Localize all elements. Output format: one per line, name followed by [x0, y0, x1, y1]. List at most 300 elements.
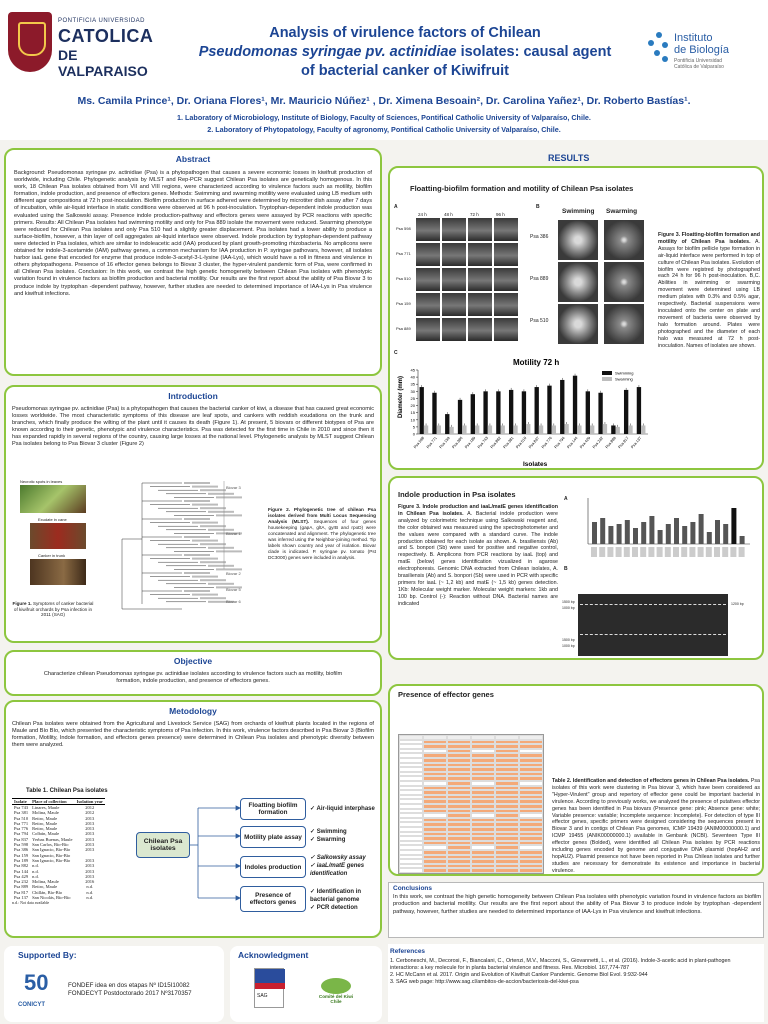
indole-x-tick-label — [739, 547, 745, 557]
y-tick-label: 45 — [410, 367, 415, 373]
figure-1-caption — [12, 601, 94, 618]
panel-c-label: C — [394, 350, 398, 356]
swimming-bar — [458, 400, 462, 434]
table-header-cell: Place of collection — [30, 799, 74, 805]
figure-1 — [20, 479, 86, 597]
logo-line-2: CATOLICA — [58, 26, 154, 46]
indole-bar — [633, 528, 638, 544]
indole-bar — [658, 530, 663, 544]
biofilm-photo — [442, 293, 466, 316]
table-cell: Psa 776 — [14, 826, 29, 832]
table-cell: 2012 — [85, 805, 95, 810]
table-cell: n.d. — [86, 895, 94, 901]
tree-tip-label — [192, 504, 218, 506]
x-tick-label: Psa 889 — [604, 436, 617, 450]
title-line-2 — [170, 43, 640, 62]
indole-bar — [715, 520, 720, 544]
y-axis-label: Diameter (mm) — [398, 375, 404, 418]
gel-electrophoresis — [578, 594, 728, 656]
indole-x-tick-label — [648, 547, 654, 557]
row-label: Psa 889 — [396, 326, 411, 331]
indole-x-tick-label — [599, 547, 605, 557]
legend-label: Swimming — [615, 370, 634, 376]
objective-text: Characterize chilean Pseudomonas syringae pv. actinidiae isolates according to virulence factors such as motility, biofilm formation, indole production, and presence of effectors genes. — [43, 671, 343, 685]
tree-tip-label — [184, 482, 210, 484]
indole-x-tick-label — [706, 547, 712, 557]
swimming-bar — [496, 391, 500, 434]
table-cell: Psa 743 — [14, 805, 29, 810]
check-text: iaaL/matE genes identification — [310, 863, 365, 877]
tree-tip-label — [184, 500, 210, 502]
indole-bar — [699, 514, 704, 544]
y-tick-label: 10 — [410, 417, 415, 423]
poster-title — [170, 24, 640, 81]
abstract-text: Background: Pseudomonas syringae pv. actinidiae (Psa) is a phytopathogen that causes a severe economic losses in kiwifruit production of worldwide, including Chile. Phylogenetic analysis by MLST and Rep-PCR suggest Chilean Psa isolates are genetically homogenous. In this work, 18 Chilean Psa isolates obtained from VII and VIII regions, were characterized according to virulence factors such as motility, biofilm formation, indole production, and presence of effectors genes. Methods: Swimming and swarming motility were evaluated using LB medium with different agar compositions at 72 h post-inoculation. Biofilm production in surface adhered were determined by microtiter dish assay after 7 days of incubation, while air-liquid interface in static conditions were observed at 96 h post-inoculation. Tryptophan-dependent indole production was evaluated using the Salkowski assay. Presence indole production-pathway and effectors genes were assayed by PCR reactions with specific primers. Results: All Chilean Psa isolates had swimming motility and only for Psa 889 isolate the movement were reduced. Swarming phenotype were reduced for Chilean Psa isolates and only Psa 510 had a slightly greater displacement. Psa isolates had a lower ability to produce a surface-biofilm, however, a thin layer of cell aggregates air-liquid interface were observed. Indole production by tryptophan-dependent pathway were detected in Psa isolates, which are similar to indoleacetic acid (IAA) produced by plant growth-promoting rhizobacteria. No amplicons were obtained for indole-3-acetamide (IAM) pathway genes, a common mechanism for IAA production in P. syringae pathovars, however, all isolates harbor iaaL gene that encoded for enzyme that produce indole-3-acetyl-3-L-lysine (IAA-Lys), which would have a roll in fitness and virulence in others phytopathogens. Presence of 16 effector genes belongs to Biovar 3 cluster, the hyper-virulent pandemic form of Psa, were confirmed in all Chilean Psa isolates. Conclusion: In this work, we contrast the high genetic homogeneity between Chilean Psa isolates with phenotypic variation found in virulence factors as biofilm production and bacterial motility. Our results are the first report about the ability of Psa Biovar 3 to produce indole by tryptophan -dependent pathway, however, further studies are needed to determined importance of IAA-Lys in Psa virulence and kiwifruit infections. — [14, 170, 372, 297]
methodology-panel — [4, 700, 382, 938]
abstract-panel — [4, 148, 382, 376]
indole-bar — [608, 526, 613, 544]
table-cell: Psa 232 — [14, 879, 29, 885]
tree-tip-label — [184, 590, 210, 592]
tree-tip-label — [208, 565, 234, 567]
kiwi-committee-logo — [304, 978, 368, 1012]
supported-panel — [4, 946, 224, 1022]
gel-label-4: 1000 bp — [562, 644, 575, 648]
indole-panel-a-label: A — [564, 496, 568, 502]
check-text: Air-liquid interphase — [316, 806, 375, 812]
x-tick-label: Psa 159 — [438, 436, 451, 450]
y-tick-label: 40 — [410, 374, 415, 380]
check-motility: ✓ Swimming ✓ Swarming — [310, 829, 347, 843]
institute-name-1: Instituto — [674, 32, 713, 44]
legend-label: Swarming — [615, 376, 633, 382]
isolates-table — [12, 798, 105, 900]
indole-x-tick-label — [616, 547, 622, 557]
table-cell: Psa 837 — [14, 836, 29, 842]
biofilm-photo — [468, 318, 492, 341]
swarming-bar — [603, 424, 607, 434]
x-tick-label: Psa 882 — [489, 436, 502, 450]
tree-tip-label — [200, 489, 226, 491]
table-1 — [12, 798, 105, 905]
affiliation-1: 1. Laboratory of Microbiology, Institute of Biology, Faculty of Sciences, Pontifical Catholic University of Valparaíso, Chile. — [177, 113, 591, 122]
motility-plate-photo — [604, 262, 644, 302]
phylogenetic-tree — [102, 479, 262, 619]
tree-biovar-1: Biovar 1 — [226, 531, 241, 536]
tree-tip-label — [192, 594, 218, 596]
table-cell: Psa 889 — [14, 884, 29, 890]
x-tick-label: Psa 598 — [413, 436, 426, 450]
table-cell: Retiro, Maule — [32, 826, 58, 832]
biofilm-photo — [494, 243, 518, 266]
table-cell: 2013 — [85, 863, 95, 869]
table-cell: 2013 — [85, 868, 95, 874]
x-tick-label: Psa 137 — [630, 436, 643, 450]
fig1-caption-bold: Figure 1. — [12, 601, 32, 606]
acknowledgment-panel — [230, 946, 382, 1022]
tree-tip-label — [192, 558, 218, 560]
institute-sub-1: Pontificia Universidad — [674, 58, 723, 64]
motility-plate-grid — [530, 220, 654, 350]
gel-label-2: 1000 bp — [562, 606, 575, 610]
logo-line-3: DE VALPARAISO — [58, 47, 148, 79]
fig1-label-3: Canker in trunk — [38, 553, 66, 558]
tree-biovar-6: Biovar 6 — [226, 599, 241, 604]
x-tick-label: Psa 771 — [425, 436, 438, 450]
indole-title: Indole production in Psa isolates — [398, 490, 516, 499]
fig4-caption-text: A. Bacterial indole production were analyzed by colorimetric technique using Salkowski reagent and, the color obtained was measured using the spectrophotometer and the values were compared with a standard curve. The indole production obtained for each isolate as shown. A. brasiliensis (Ab) and S. bonpori (Sb) were used for positive and negative control, respectively. B. Amplicons from PCR reactions by iaaL (top) and matE (below) genes identification vizualized in agarose electrophoresis. Genomic DNA extracted from Chilean isolates, A. brasiliensis (Ab) and S. bonpori (Sb) were used in PCR with specific primers for iaaL (~ 1,2 kb) and matE (~ 1,5 kb) genes detection. 1Kb: Molecular weight marker. Molecular weight markers: 1kb and 100 bp. Control (-): Reaction without DNA. Bacterial names are indicated — [398, 510, 558, 607]
swimming-bar — [573, 376, 577, 434]
check-text: Swarming — [316, 837, 346, 843]
swarming-bar — [488, 425, 492, 434]
affiliations — [0, 112, 768, 136]
table-cell: San Carlos, Bío-Bío — [32, 842, 69, 848]
tree-tip-label — [192, 522, 218, 524]
indole-bar — [641, 522, 646, 544]
biofilm-photo — [416, 293, 440, 316]
tree-tip-label — [216, 550, 242, 552]
table-cell: 2013 — [85, 873, 95, 879]
indole-x-tick-label — [632, 547, 638, 557]
indole-bar — [707, 532, 712, 544]
references-title: References — [390, 948, 426, 955]
biofilm-photo — [468, 218, 492, 241]
title-rest: isolates: causal agent — [456, 44, 612, 60]
table-cell: n.d. — [32, 868, 39, 874]
indole-x-tick-label — [591, 547, 597, 557]
tree-tip-label — [192, 540, 218, 542]
swimming-bar — [611, 425, 615, 434]
biofilm-photo — [494, 268, 518, 291]
logo-line-1: PONTIFICIA UNIVERSIDAD — [58, 18, 146, 24]
title-italic: Pseudomonas syringae pv. actinidiae — [198, 44, 457, 60]
effector-cell — [471, 868, 495, 873]
tree-tip-label — [200, 561, 226, 563]
gel-label-5: 1200 bp — [731, 602, 744, 606]
objective-panel — [4, 650, 382, 696]
table-cell: Retiro, Maule — [32, 820, 58, 826]
reference-item: 3. SAG web page: http://www.sag.cl/ambitos-de-accion/bacteriosis-del-kiwi-psa — [390, 979, 579, 985]
swimming-bar — [432, 393, 436, 434]
y-tick-label: 25 — [410, 395, 415, 401]
table-cell: Psa 817 — [14, 889, 29, 895]
time-label: 48 h — [444, 212, 453, 217]
table-cell: San Ignacio, Bío-Bío — [32, 857, 71, 863]
x-tick-label: Psa 232 — [592, 436, 605, 450]
row-label: Psa 159 — [396, 301, 411, 306]
kiwi-fruit-icon — [321, 978, 351, 994]
results-title: RESULTS — [548, 153, 590, 163]
leaf-spots-photo — [20, 485, 86, 513]
table-cell: 2013 — [85, 826, 95, 832]
table-note: n.d.: Not data available — [12, 900, 50, 906]
methodology-text: Chilean Psa isolates were obtained from the Agricultural and Livestock Service (SAG) from orchards of kiwifruit plants located in the regions of Maule and Bío Bío, which presented the characteristic symptoms of Psa infection. In this work, virulence factors described in Psa Biovar 3 (Biofilm formation, Motility, Indole formation, and effectors genes presence) were determined in Chilean Psa isolates and phenotypic diversity between them were analyzed. — [12, 721, 374, 749]
biofilm-photo — [494, 318, 518, 341]
indole-bar — [666, 524, 671, 544]
table-cell: San Ignacio, Bío-Bío — [32, 852, 71, 858]
table-cell: Psa 510 — [14, 815, 29, 821]
university-crest-icon — [8, 12, 52, 72]
swarming-bar — [539, 425, 543, 434]
biology-institute-logo — [648, 28, 758, 88]
tree-tip-label — [192, 576, 218, 578]
time-label: 96 h — [496, 212, 505, 217]
table-row — [12, 810, 105, 815]
funding-line-1: FONDEF idea en dos etapas Nº ID15I10082 — [68, 982, 190, 989]
institute-sub — [674, 58, 724, 70]
table-cell: 2013 — [85, 836, 95, 842]
plate-label: Psa 386 — [530, 234, 549, 240]
swimming-bar — [509, 390, 513, 434]
institute-name-2: de Biología — [674, 44, 730, 56]
reference-item: 2. HC McCann et al. 2017. Origin and Evolution of Kiwifruit Canker Pandemic. Genome Biol Evol. 9:932-944 — [390, 972, 648, 978]
tree-tip-label — [208, 547, 234, 549]
legend-swatch — [602, 371, 612, 375]
table-cell: n.d. — [86, 884, 94, 890]
tree-tip-label — [208, 493, 234, 495]
fig1-label-1: Necrotic spots in leaves — [20, 479, 63, 484]
x-tick-label: Psa 817 — [617, 436, 630, 450]
tree-tip-label — [200, 525, 226, 527]
figure-3-caption — [658, 232, 760, 349]
table-cell: Psa 771 — [14, 820, 29, 826]
table-cell: n.d. — [32, 863, 39, 869]
conicyt-label: CONICYT — [18, 1002, 45, 1008]
kiwi-logo-line-1: Comité del Kiwi — [318, 994, 354, 999]
table-cell: 2012 — [85, 810, 95, 816]
x-tick-label: Psa 381 — [502, 436, 515, 450]
swarming-bar — [526, 424, 530, 434]
indole-bar — [674, 518, 679, 544]
introduction-panel — [4, 385, 382, 643]
poster-header — [0, 0, 768, 140]
table-cell: Colbún, Maule — [32, 831, 60, 837]
indole-x-tick-label — [681, 547, 687, 557]
gel-label-1: 1500 bp — [562, 600, 575, 604]
references-panel — [388, 944, 764, 1022]
table-cell: Molina, Maule — [32, 810, 59, 816]
row-label: Psa 598 — [396, 226, 411, 231]
exudate-photo — [30, 523, 86, 549]
swarming-header: Swarming — [606, 208, 638, 215]
gel-label-3: 1500 bp — [562, 638, 575, 642]
swarming-bar — [590, 425, 594, 434]
table-cell: 2013 — [85, 831, 95, 837]
table-cell: Yerbas Buenas, Maule — [32, 836, 73, 842]
fig4-caption-bold: Figure 3. Indole production and iaaL/matE genes identification in Chilean Psa isolates. — [398, 504, 558, 517]
table-cell: 2013 — [85, 847, 95, 853]
university-logo — [8, 12, 158, 82]
table-cell: Linares, Maule — [32, 805, 60, 810]
check-text: Identification in bacterial genome — [310, 889, 362, 903]
swimming-header: Swimming — [562, 208, 595, 215]
table-cell: Psa 144 — [14, 868, 29, 874]
sag-logo — [254, 968, 284, 1008]
table-cell: Psa 189 — [14, 857, 29, 863]
results-motility-panel — [388, 166, 764, 470]
swarming-bar — [449, 427, 453, 434]
biofilm-photo — [494, 218, 518, 241]
conicyt-50-mark: 50 — [24, 970, 49, 995]
institute-sub-2: Católica de Valparaíso — [674, 64, 724, 70]
figure-4-caption — [398, 504, 558, 608]
row-label: Psa 771 — [396, 251, 411, 256]
time-label: 72 h — [470, 212, 479, 217]
panel-a-label: A — [394, 204, 398, 210]
fig3-caption-text: A. Assays for biofilm pellicle type formation in air-liquid interface were performed in top of culture of Chilean Psa isolates. Evolution of biofilm were registred by photographed each 24 h for 96 h post-inoculation. B,C. Abilities in swimming or swarming movement were determined using LB medium plates with 0.3% and 0.5% agar, respectively. Bacterial suspensions were inoculated onto the center on plate and movement of bacteria were observed by halo formation around. Plates were photographed and the diameter of each halo was measured at 72 h post-inoculation. Names of isolates are shown. — [658, 238, 760, 349]
flow-biofilm-box: Floatting biofilm formation — [240, 798, 306, 820]
swarming-bar — [475, 425, 479, 434]
tree-tip-label — [216, 514, 242, 516]
tree-tip-label — [200, 579, 226, 581]
biofilm-photo — [416, 243, 440, 266]
reference-item: 1. Cerboneschi, M., Decorosi, F., Biancalani, C., Ortenzi, M.V., Macconi, S., Giovannetti, L., et al. (2016). Indole-3-acetic acid in plant-pathogen interactions: a key molecule for in planta bacterial virulence and fitness. Res. Microbiol. 167,774-787 — [390, 958, 731, 971]
indole-bar — [731, 508, 736, 544]
swimming-bar — [535, 387, 539, 434]
tree-tip-label — [184, 554, 210, 556]
y-tick-label: 0 — [412, 431, 415, 437]
results-effectors-panel — [388, 684, 764, 876]
indole-panel-b-label: B — [564, 566, 568, 572]
effector-title: Presence of effector genes — [398, 690, 494, 699]
swimming-bar — [560, 380, 564, 434]
indole-bar — [690, 522, 695, 544]
swarming-bar — [513, 425, 517, 434]
check-air-liquid: ✓ Air-liquid interphase — [310, 806, 375, 812]
biofilm-photo — [468, 268, 492, 291]
biofilm-photo — [416, 318, 440, 341]
check-indole: ✓ Salkowsky assay ✓ iaaL/matE genes identification — [310, 855, 366, 877]
chart-title: Motility 72 h — [513, 358, 560, 367]
effector-cell — [495, 868, 519, 873]
indole-x-tick-label — [730, 547, 736, 557]
references-list — [390, 958, 760, 986]
table-cell: Psa 137 — [14, 895, 29, 901]
tree-tip-label — [208, 583, 234, 585]
y-tick-label: 35 — [410, 381, 415, 387]
tree-biovar-5: Biovar 5 — [226, 587, 241, 592]
fig2-caption-bold: Figure 2. Phylogenetic tree of chilean Psa isolates derived from Multi Locus Sequencing Analysis (MLST). — [268, 507, 376, 524]
indole-x-tick-label — [624, 547, 630, 557]
tree-tip-label — [184, 572, 210, 574]
biofilm-photo — [416, 268, 440, 291]
table-cell: 2013 — [85, 842, 95, 848]
indole-bar-chart — [574, 494, 754, 564]
table-row — [12, 831, 105, 836]
swarming-bar — [616, 427, 620, 434]
table-cell: Psa 386 — [14, 847, 29, 853]
swarming-bar — [424, 425, 428, 434]
table-1-title: Table 1. Chilean Psa isolates — [26, 788, 108, 794]
biofilm-photo — [416, 218, 440, 241]
indole-bar — [600, 518, 605, 544]
y-tick-label: 5 — [412, 424, 415, 430]
swarming-bar — [437, 425, 441, 434]
table-cell: Molina, Maule — [32, 879, 59, 885]
swarming-bar — [564, 424, 568, 434]
indole-x-tick-label — [698, 547, 704, 557]
title-line-1: Analysis of virulence factors of Chilean — [269, 25, 541, 41]
biofilm-photo — [442, 218, 466, 241]
flow-motility-box: Motility plate assay — [240, 826, 306, 848]
tree-tip-label — [192, 486, 218, 488]
effector-cell — [399, 868, 423, 873]
swimming-bar — [598, 393, 602, 434]
biofilm-photo — [468, 243, 492, 266]
motility-plate-photo — [604, 304, 644, 344]
motility-plate-photo — [604, 220, 644, 260]
fig3-title: Floatting-biofilm formation and motility of Chilean Psa isolates — [410, 184, 634, 193]
biofilm-photo-grid — [396, 212, 522, 346]
effector-cell — [519, 868, 543, 873]
table-cell: Retiro, Maule — [32, 884, 58, 890]
indole-x-tick-label — [722, 547, 728, 557]
swimming-bar — [624, 390, 628, 434]
table-header-cell: Isolation year — [76, 799, 103, 804]
indole-x-tick-label — [665, 547, 671, 557]
table-header-cell: Isolate — [12, 799, 30, 805]
swimming-bar — [483, 391, 487, 434]
tree-tip-label — [216, 496, 242, 498]
plate-label: Psa 889 — [530, 276, 549, 282]
swimming-bar — [445, 414, 449, 434]
effector-genes-table — [398, 734, 544, 874]
table-cell: 2013 — [85, 857, 95, 863]
conicyt-logo — [18, 968, 60, 1014]
table-cell: n.d. — [86, 889, 94, 895]
effector-cell — [423, 868, 447, 873]
figure-2-caption — [268, 507, 376, 561]
fig2-caption-text: Sequences of four genes housekeeping (gapA, gltA, gyrB and rpoD) were concatenated and alignment. The phylogenetic tree was inferred using the Neighbor-joining method. Tip labels shown country and year of isolation. Biovar clade is indicated. P. syringae pv. tomato (Pst DC3000) genes were included in analysis. — [268, 519, 376, 560]
y-tick-label: 20 — [410, 403, 415, 409]
funding-line-2: FONDECYT Postdoctorado 2017 Nº3170357 — [68, 990, 192, 997]
swimming-bar — [637, 387, 641, 434]
indole-bar — [723, 524, 728, 544]
fig1-label-2: Exudate in cane — [38, 517, 67, 522]
row-label: Psa 510 — [396, 276, 411, 281]
motility-plate-photo — [558, 220, 598, 260]
fig3-caption-bold: Figure 3. Floatting-biofilm formation and motility of Chilean Psa isolates. — [658, 232, 760, 245]
indole-bar — [649, 516, 654, 544]
motility-plate-photo — [558, 262, 598, 302]
title-line-3: of bacterial canker of Kiwifruit — [301, 63, 509, 79]
indole-bar — [682, 526, 687, 544]
x-axis-label: Isolates — [523, 461, 548, 468]
motility-plate-photo — [558, 304, 598, 344]
conclusions-panel — [388, 882, 764, 938]
x-tick-label: Psa 794 — [553, 436, 566, 450]
tree-biovar-2: Biovar 2 — [226, 571, 241, 576]
legend-swatch — [602, 377, 612, 381]
results-indole-panel — [388, 476, 764, 660]
molecule-icon — [648, 32, 670, 66]
methodology-title: Metodology — [169, 706, 217, 716]
y-tick-label: 30 — [410, 388, 415, 394]
panel-b-label: B — [536, 204, 540, 210]
flow-indole-box: Indoles production — [240, 856, 306, 878]
swarming-bar — [552, 425, 556, 434]
swarming-bar — [462, 425, 466, 434]
table-cell: 2013 — [85, 820, 95, 826]
fig1-caption-text: Symptoms of canker bacterial of kiwifruit orchards by Psa infection in 2011 (SAG) — [13, 601, 94, 618]
effector-cell — [447, 868, 471, 873]
indole-x-tick-label — [607, 547, 613, 557]
table-cell: 2016 — [85, 879, 95, 885]
tree-tip-label — [208, 511, 234, 513]
trunk-canker-photo — [30, 559, 86, 585]
tree-tip-label — [184, 518, 210, 520]
biofilm-photo — [442, 268, 466, 291]
